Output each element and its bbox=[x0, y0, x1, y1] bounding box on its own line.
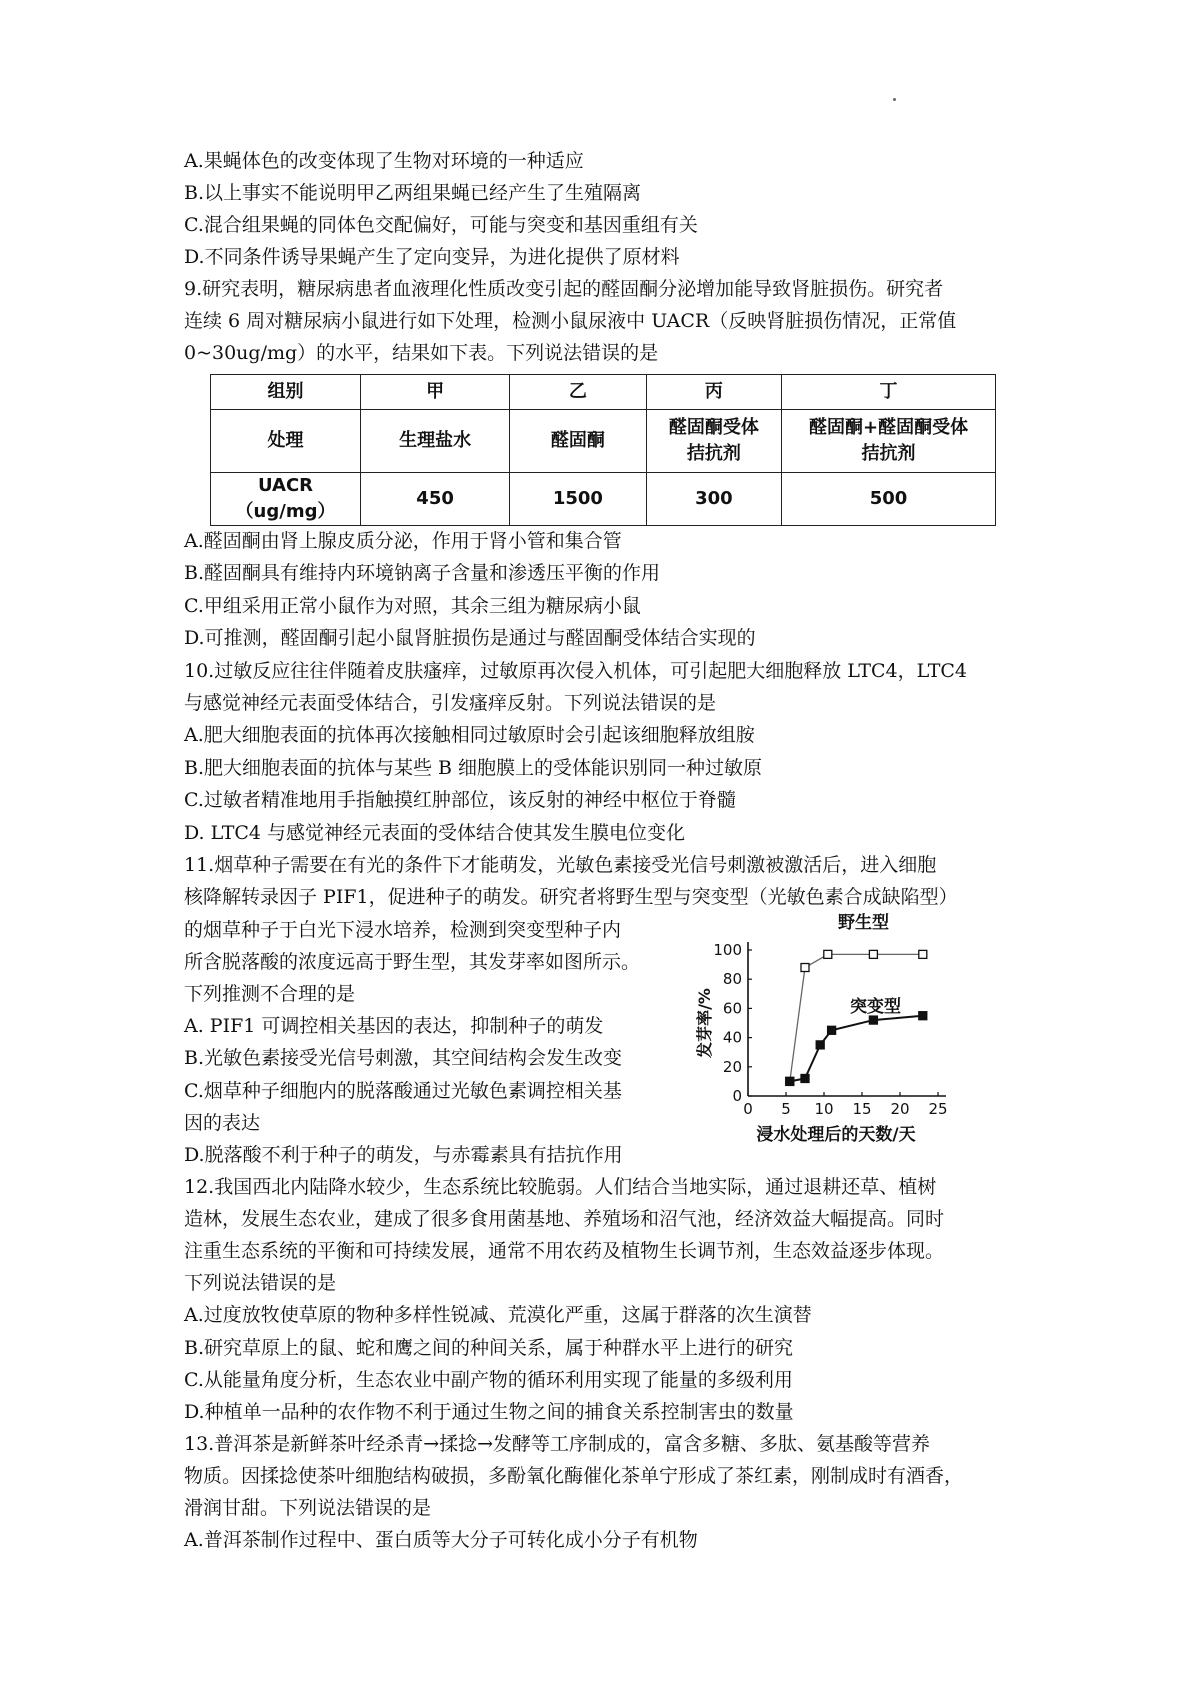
x-tick-label: 0 bbox=[743, 1100, 753, 1118]
table-row bbox=[211, 410, 996, 473]
main-line-28: 13.普洱茶是新鲜茶叶经杀青→揉捻→发酵等工序制成的，富含多糖、多肽、氨基酸等营养 bbox=[184, 1432, 931, 1455]
uacr-table bbox=[210, 374, 996, 526]
main-line-6: A.肥大细胞表面的抗体再次接触相同过敏原时会引起该细胞释放组胺 bbox=[184, 724, 755, 747]
top-line-1: B.以上事实不能说明甲乙两组果蝇已经产生了生殖隔离 bbox=[184, 182, 642, 204]
main-line-17: C.烟草种子细胞内的脱落酸通过光敏色素调控相关基 bbox=[184, 1079, 622, 1102]
x-tick-label: 5 bbox=[781, 1100, 791, 1118]
top-line-0: A.果蝇体色的改变体现了生物对环境的一种适应 bbox=[184, 150, 584, 172]
data-point bbox=[801, 964, 809, 972]
y-tick-label: 60 bbox=[722, 999, 742, 1018]
table-cell: 甲 bbox=[361, 375, 510, 410]
main-line-11: 核降解转录因子 PIF1，促进种子的萌发。研究者将野生型与突变型（光敏色素合成缺陷型） bbox=[184, 886, 958, 909]
table-cell: 醛固酮受体 拮抗剂 bbox=[646, 410, 781, 473]
main-line-24: A.过度放牧使草原的物种多样性锐减、荒漠化严重，这属于群落的次生演替 bbox=[184, 1304, 812, 1327]
main-line-20: 12.我国西北内陆降水较少，生态系统比较脆弱。人们结合当地实际，通过退耕还草、植树 bbox=[184, 1176, 937, 1198]
table-row bbox=[211, 375, 996, 410]
main-line-27: D.种植单一品种的农作物不利于通过生物之间的捕食关系控制害虫的数量 bbox=[184, 1400, 794, 1423]
table-cell: 乙 bbox=[510, 375, 647, 410]
main-line-19: D.脱落酸不利于种子的萌发，与赤霉素具有拮抗作用 bbox=[184, 1143, 623, 1166]
table-cell: 丙 bbox=[646, 375, 781, 410]
table-cell: 醛固酮 bbox=[510, 410, 647, 473]
main-line-13: 所含脱落酸的浓度远高于野生型，其发芽率如图所示。 bbox=[184, 951, 641, 974]
main-line-0: A.醛固酮由肾上腺皮质分泌，作用于肾小管和集合管 bbox=[184, 530, 622, 552]
y-tick-label: 100 bbox=[713, 941, 742, 959]
x-tick-label: 10 bbox=[814, 1100, 834, 1118]
main-line-22: 注重生态系统的平衡和可持续发展，通常不用农药及植物生长调节剂，生态效益逐步体现。 bbox=[184, 1240, 945, 1263]
x-tick-label: 20 bbox=[890, 1100, 910, 1118]
table-cell: 500 bbox=[782, 473, 996, 526]
x-axis-label: 浸水处理后的天数/天 bbox=[756, 1125, 916, 1145]
data-point bbox=[801, 1074, 809, 1082]
data-point bbox=[869, 950, 877, 958]
main-line-26: C.从能量角度分析，生态农业中副产物的循环利用实现了能量的多级利用 bbox=[184, 1368, 793, 1391]
y-axis-label: 发芽率/% bbox=[695, 988, 714, 1058]
data-point bbox=[816, 1041, 824, 1049]
legend-mutant: 突变型 bbox=[850, 997, 901, 1017]
main-line-2: C.甲组采用正常小鼠作为对照，其余三组为糖尿病小鼠 bbox=[184, 594, 641, 617]
main-line-21: 造林，发展生态农业，建成了很多食用菌基地、养殖场和沼气池，经济效益大幅提高。同时 bbox=[184, 1208, 945, 1231]
x-tick-label: 15 bbox=[852, 1100, 872, 1118]
table-cell: 醛固酮+醛固酮受体 拮抗剂 bbox=[782, 410, 996, 473]
main-line-12: 的烟草种子于白光下浸水培养，检测到突变型种子内 bbox=[184, 919, 622, 941]
table-cell: 300 bbox=[646, 473, 781, 526]
main-line-15: A. PIF1 可调控相关基因的表达，抑制种子的萌发 bbox=[184, 1015, 604, 1038]
table-cell: 组别 bbox=[211, 375, 361, 410]
main-line-14: 下列推测不合理的是 bbox=[184, 983, 356, 1006]
main-line-9: D. LTC4 与感觉神经元表面的受体结合使其发生膜电位变化 bbox=[184, 821, 686, 844]
main-line-8: C.过敏者精准地用手指触摸红肿部位，该反射的神经中枢位于脊髓 bbox=[184, 789, 736, 812]
legend-wild: 野生型 bbox=[838, 913, 889, 933]
data-point bbox=[828, 1026, 836, 1034]
main-line-18: 因的表达 bbox=[184, 1111, 261, 1134]
main-line-10: 11.烟草种子需要在有光的条件下才能萌发，光敏色素接受光信号刺激被激活后，进入细胞 bbox=[184, 854, 937, 876]
top-line-5: 连续 6 周对糖尿病小鼠进行如下处理，检测小鼠尿液中 UACR（反映肾脏损伤情况，正常值 bbox=[184, 310, 957, 332]
main-line-7: B.肥大细胞表面的抗体与某些 B 细胞膜上的受体能识别同一种过敏原 bbox=[184, 756, 763, 779]
main-line-3: D.可推测，醛固酮引起小鼠肾脏损伤是通过与醛固酮受体结合实现的 bbox=[184, 627, 756, 650]
data-point bbox=[919, 950, 927, 958]
table-cell: 450 bbox=[361, 473, 510, 526]
top-line-3: D.不同条件诱导果蝇产生了定向变异，为进化提供了原材料 bbox=[184, 246, 680, 268]
main-line-4: 10.过敏反应往往伴随着皮肤瘙痒，过敏原再次侵入机体，可引起肥大细胞释放 LTC4，LTC4 bbox=[184, 659, 967, 682]
table-cell: 1500 bbox=[510, 473, 647, 526]
top-line-6: 0~30ug/mg）的水平，结果如下表。下列说法错误的是 bbox=[184, 342, 659, 364]
y-tick-label: 0 bbox=[732, 1087, 742, 1105]
top-line-4: 9.研究表明，糖尿病患者血液理化性质改变引起的醛固酮分泌增加能导致肾脏损伤。研究者 bbox=[184, 278, 944, 300]
main-line-25: B.研究草原上的鼠、蛇和鹰之间的种间关系，属于种群水平上进行的研究 bbox=[184, 1336, 794, 1359]
main-line-16: B.光敏色素接受光信号刺激，其空间结构会发生改变 bbox=[184, 1047, 623, 1070]
table-cell: 处理 bbox=[211, 410, 361, 473]
main-line-31: A.普洱茶制作过程中、蛋白质等大分子可转化成小分子有机物 bbox=[184, 1529, 698, 1552]
main-line-1: B.醛固酮具有维持内环境钠离子含量和渗透压平衡的作用 bbox=[184, 562, 661, 585]
main-line-23: 下列说法错误的是 bbox=[184, 1272, 337, 1295]
table-cell: 丁 bbox=[782, 375, 996, 410]
data-point bbox=[824, 950, 832, 958]
x-tick-label: 25 bbox=[928, 1100, 948, 1118]
table-cell: 生理盐水 bbox=[361, 410, 510, 473]
y-tick-label: 20 bbox=[722, 1057, 742, 1076]
data-point bbox=[919, 1012, 927, 1020]
data-point bbox=[786, 1077, 794, 1085]
top-line-2: C.混合组果蝇的同体色交配偏好，可能与突变和基因重组有关 bbox=[184, 214, 698, 236]
main-line-30: 滑润甘甜。下列说法错误的是 bbox=[184, 1497, 432, 1519]
main-line-29: 物质。因揉捻使茶叶细胞结构破损，多酚氧化酶催化茶单宁形成了茶红素，刚制成时有酒香， bbox=[184, 1464, 964, 1487]
table-cell: UACR（ug/mg） bbox=[211, 473, 361, 526]
scan-dot bbox=[893, 98, 896, 101]
data-point bbox=[869, 1016, 877, 1024]
main-line-5: 与感觉神经元表面受体结合，引发瘙痒反射。下列说法错误的是 bbox=[184, 692, 717, 714]
series-line-1 bbox=[790, 1016, 923, 1082]
y-tick-label: 40 bbox=[722, 1028, 742, 1047]
table-row bbox=[211, 473, 996, 526]
germination-chart bbox=[690, 910, 1010, 1160]
y-tick-label: 80 bbox=[722, 970, 742, 989]
